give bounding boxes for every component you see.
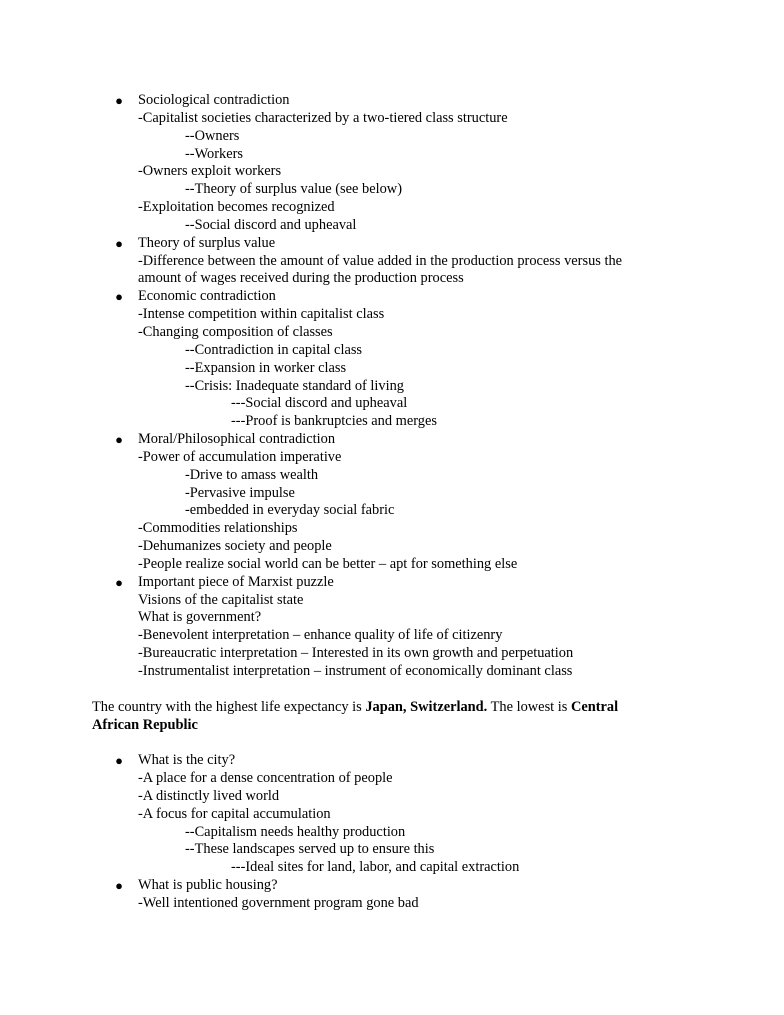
sub-line: -A focus for capital accumulation (138, 805, 331, 822)
sub-line: -Commodities relationships (138, 520, 298, 537)
sub-line: -Bureaucratic interpretation – Interested in its own growth and perpetuation (138, 645, 574, 662)
sub-line: -Owners exploit workers (138, 163, 282, 180)
sub-line: -A distinctly lived world (138, 787, 280, 804)
sub-line: --Crisis: Inadequate standard of living (185, 377, 405, 394)
bullet-text: Theory of surplus value (138, 234, 276, 251)
list-item (0, 752, 784, 770)
bullet-icon: ● (115, 878, 123, 894)
bullet-text: What is the city? (138, 752, 236, 769)
list-item (0, 431, 784, 449)
sub-line: -Dehumanizes society and people (138, 538, 332, 555)
sub-line: -Drive to amass wealth (185, 466, 319, 483)
bullet-icon: ● (115, 432, 123, 448)
sub-line: -Exploitation becomes recognized (138, 199, 335, 216)
sub-line: --Owners (185, 127, 240, 144)
sub-line: -Power of accumulation imperative (138, 448, 342, 465)
list-item (0, 877, 784, 895)
sub-line: -Changing composition of classes (138, 323, 333, 340)
sub-line: -Instrumentalist interpretation – instrument of economically dominant class (138, 663, 573, 679)
bullet-icon: ● (115, 93, 123, 108)
sub-line: -Intense competition within capitalist class (138, 306, 385, 323)
sub-line: --Capitalism needs healthy production (185, 823, 406, 840)
paragraph-bold: Japan, Switzerland. (365, 698, 488, 715)
paragraph-line (0, 699, 784, 717)
paragraph-text: The lowest is (487, 698, 571, 715)
sub-line: ---Ideal sites for land, labor, and capital extraction (231, 859, 520, 876)
sub-line: -Benevolent interpretation – enhance quality of life of citizenry (138, 627, 503, 644)
paragraph-line (0, 717, 784, 735)
sub-line: -People realize social world can be better – apt for something else (138, 555, 518, 572)
sub-line: -Capitalist societies characterized by a two-tiered class structure (138, 109, 508, 126)
bullet-icon: ● (115, 235, 123, 251)
document-page (0, 92, 784, 913)
sub-line: --Expansion in worker class (185, 359, 347, 376)
blank-line (0, 734, 784, 752)
sub-line: amount of wages received during the production process (138, 270, 464, 287)
sub-line: -Pervasive impulse (185, 484, 295, 501)
bullet-icon: ● (115, 574, 123, 590)
bullet-text: What is public housing? (138, 877, 278, 894)
bullet-text: Economic contradiction (138, 288, 276, 305)
list-item (0, 92, 784, 110)
sub-line: -Difference between the amount of value added in the production process versus the (138, 252, 623, 269)
bullet-icon: ● (115, 289, 123, 305)
list-item (0, 574, 784, 592)
sub-line: --Theory of surplus value (see below) (185, 181, 402, 198)
bullet-text: Moral/Philosophical contradiction (138, 431, 336, 448)
paragraph-bold: African Republic (92, 716, 198, 733)
bullet-icon: ● (115, 753, 123, 769)
list-item (0, 288, 784, 306)
sub-line: -A place for a dense concentration of people (138, 770, 393, 787)
list-item (0, 235, 784, 253)
sub-line: --Contradiction in capital class (185, 341, 363, 358)
bullet-text: Sociological contradiction (138, 92, 290, 108)
sub-line: ---Social discord and upheaval (231, 395, 408, 412)
sub-line: What is government? (138, 609, 262, 626)
sub-line: ---Proof is bankruptcies and merges (231, 413, 437, 430)
bullet-text: Important piece of Marxist puzzle (138, 573, 334, 590)
paragraph-text: The country with the highest life expectancy is (92, 698, 366, 715)
sub-line: --These landscapes served up to ensure this (185, 841, 435, 858)
sub-line: -Well intentioned government program gone bad (138, 894, 419, 911)
paragraph-bold: Central (570, 698, 619, 715)
sub-line: Visions of the capitalist state (138, 591, 304, 608)
blank-line (0, 681, 784, 699)
sub-line: --Workers (185, 145, 243, 162)
sub-line: -embedded in everyday social fabric (185, 502, 395, 519)
sub-line: --Social discord and upheaval (185, 216, 357, 233)
